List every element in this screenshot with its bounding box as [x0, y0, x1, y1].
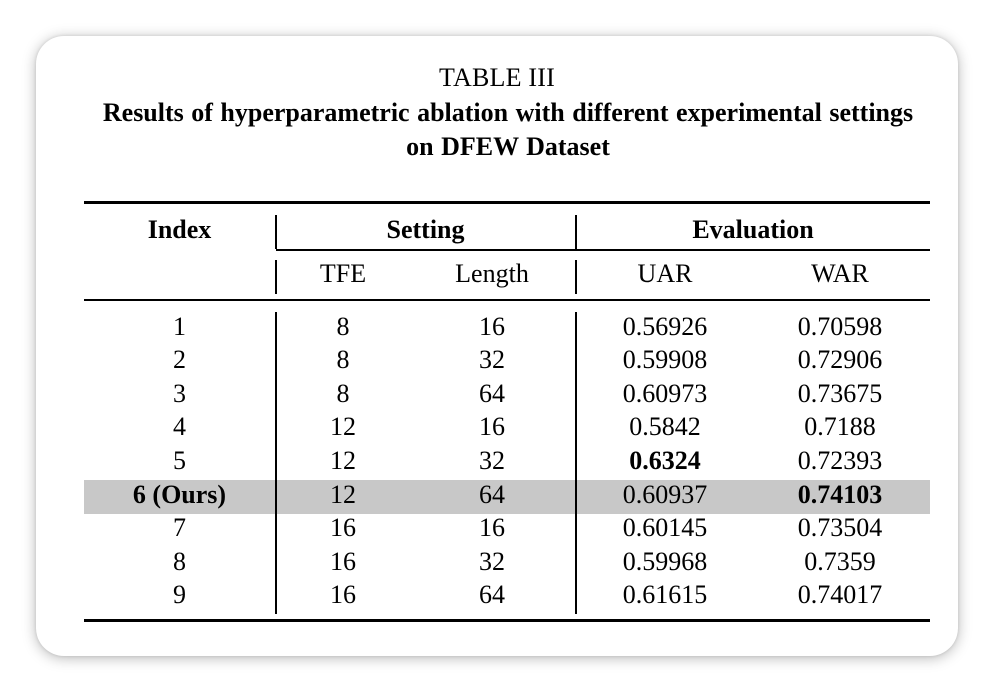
row-5-uar-best: 0.6324 [629, 446, 701, 475]
row-8-tfe: 16 [330, 547, 356, 576]
header-length: Length [455, 259, 529, 288]
row-6-war-best: 0.74103 [797, 480, 883, 509]
header-index: Index [147, 215, 212, 244]
row-6-length: 64 [479, 480, 505, 509]
row-9-length: 64 [479, 580, 505, 609]
header-divider-left-2 [275, 260, 277, 294]
row-5-war: 0.72393 [797, 446, 883, 475]
row-5-tfe: 12 [330, 446, 356, 475]
header-war: WAR [811, 259, 869, 288]
row-3-index: 3 [173, 379, 186, 408]
row-7-uar: 0.60145 [622, 513, 708, 542]
row-9-index: 9 [173, 580, 186, 609]
row-6-uar: 0.60937 [622, 480, 708, 509]
row-3-war: 0.73675 [797, 379, 883, 408]
header-evaluation: Evaluation [692, 215, 814, 244]
header-tfe: TFE [319, 259, 367, 288]
header-divider-left-1 [275, 215, 277, 249]
row-4-tfe: 12 [330, 412, 356, 441]
row-3-length: 64 [479, 379, 505, 408]
row-8-war: 0.7359 [804, 547, 876, 576]
body-divider-right [575, 312, 577, 614]
row-1-tfe: 8 [336, 312, 350, 341]
row-7-index: 7 [173, 513, 186, 542]
row-7-tfe: 16 [330, 513, 356, 542]
top-rule [84, 201, 930, 204]
row-2-length: 32 [479, 345, 505, 374]
header-divider-right-2 [575, 260, 577, 294]
row-9-tfe: 16 [330, 580, 356, 609]
row-5-index: 5 [173, 446, 186, 475]
row-2-index: 2 [173, 345, 186, 374]
header-group-rule [276, 249, 930, 251]
row-8-index: 8 [173, 547, 186, 576]
header-uar: UAR [637, 259, 693, 288]
row-7-war: 0.73504 [797, 513, 883, 542]
row-9-uar: 0.61615 [622, 580, 708, 609]
row-1-length: 16 [479, 312, 505, 341]
header-bottom-rule [84, 299, 930, 301]
table-title: Results of hyperparametric ablation with different experimental settings on DFEW Dataset [102, 98, 914, 161]
table-label: TABLE III [439, 63, 555, 92]
row-4-war: 0.7188 [804, 412, 876, 441]
row-4-index: 4 [173, 412, 186, 441]
row-2-uar: 0.59908 [622, 345, 708, 374]
body-divider-left [275, 312, 277, 614]
row-1-war: 0.70598 [797, 312, 883, 341]
row-1-index: 1 [173, 312, 186, 341]
row-3-tfe: 8 [336, 379, 350, 408]
row-3-uar: 0.60973 [622, 379, 708, 408]
row-5-length: 32 [479, 446, 505, 475]
row-9-war: 0.74017 [797, 580, 883, 609]
row-4-uar: 0.5842 [629, 412, 701, 441]
row-6-tfe: 12 [330, 480, 356, 509]
bottom-rule [84, 619, 930, 622]
header-setting: Setting [386, 215, 465, 244]
header-divider-right-1 [575, 215, 577, 249]
row-1-uar: 0.56926 [622, 312, 708, 341]
row-8-uar: 0.59968 [622, 547, 708, 576]
row-2-tfe: 8 [336, 345, 350, 374]
row-8-length: 32 [479, 547, 505, 576]
row-4-length: 16 [479, 412, 505, 441]
row-6-index: 6 (Ours) [132, 480, 227, 509]
row-7-length: 16 [479, 513, 505, 542]
row-2-war: 0.72906 [797, 345, 883, 374]
